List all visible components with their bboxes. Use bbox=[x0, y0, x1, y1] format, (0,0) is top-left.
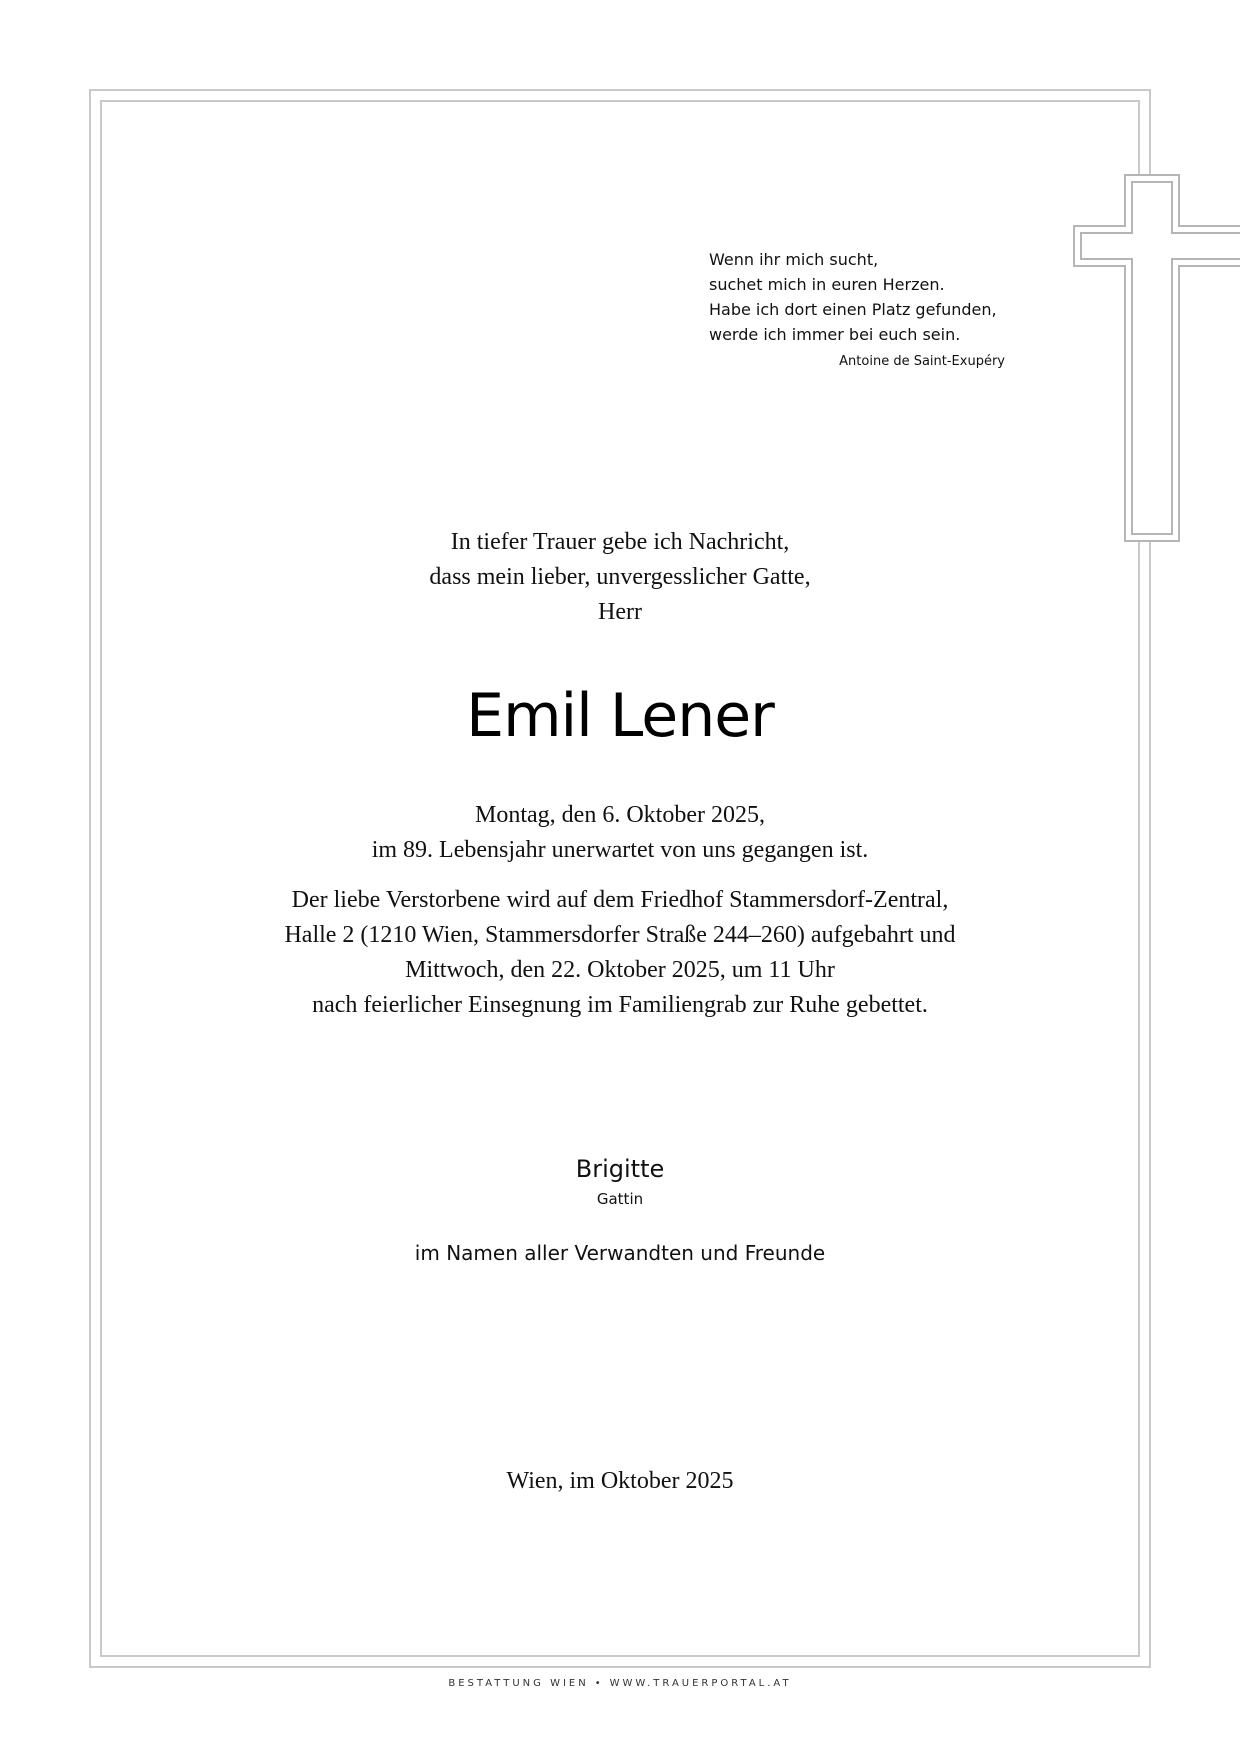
announcement-intro bbox=[0, 525, 1240, 630]
quote-author: Antoine de Saint-Exupéry bbox=[839, 354, 1005, 369]
signer-role: Gattin bbox=[596, 1190, 644, 1208]
burial-line: Der liebe Verstorbene wird auf dem Friedhof Stammersdorf-Zentral, bbox=[291, 887, 949, 913]
burial-line: Mittwoch, den 22. Oktober 2025, um 11 Uhr bbox=[405, 957, 835, 983]
family-line: im Namen aller Verwandten und Freunde bbox=[414, 1241, 826, 1265]
epitaph-quote bbox=[709, 247, 1005, 372]
footer bbox=[0, 1678, 1240, 1689]
intro-line: dass mein lieber, unvergesslicher Gatte, bbox=[429, 564, 811, 590]
quote-line: Wenn ihr mich sucht, bbox=[709, 250, 879, 269]
quote-line: werde ich immer bei euch sein. bbox=[709, 325, 961, 344]
place-date: Wien, im Oktober 2025 bbox=[506, 1468, 734, 1494]
details-line: Montag, den 6. Oktober 2025, bbox=[475, 802, 765, 828]
footer-separator: • bbox=[594, 1678, 604, 1689]
intro-line: In tiefer Trauer gebe ich Nachricht, bbox=[450, 529, 790, 555]
burial-details bbox=[0, 883, 1240, 1023]
cross-icon bbox=[1073, 174, 1240, 542]
death-details bbox=[0, 798, 1240, 868]
deceased-name: Emil Lener bbox=[466, 681, 774, 751]
burial-line: Halle 2 (1210 Wien, Stammersdorfer Straße 244–260) aufgebahrt und bbox=[284, 922, 956, 948]
signer-name: Brigitte bbox=[575, 1155, 665, 1183]
details-line: im 89. Lebensjahr unerwartet von uns gegangen ist. bbox=[371, 837, 869, 863]
quote-line: Habe ich dort einen Platz gefunden, bbox=[709, 300, 997, 319]
footer-website: WWW.TRAUERPORTAL.AT bbox=[609, 1678, 792, 1689]
burial-line: nach feierlicher Einsegnung im Familiengrab zur Ruhe gebettet. bbox=[312, 992, 928, 1018]
footer-publisher: BESTATTUNG WIEN bbox=[448, 1678, 589, 1689]
quote-line: suchet mich in euren Herzen. bbox=[709, 275, 945, 294]
intro-line: Herr bbox=[598, 599, 642, 625]
